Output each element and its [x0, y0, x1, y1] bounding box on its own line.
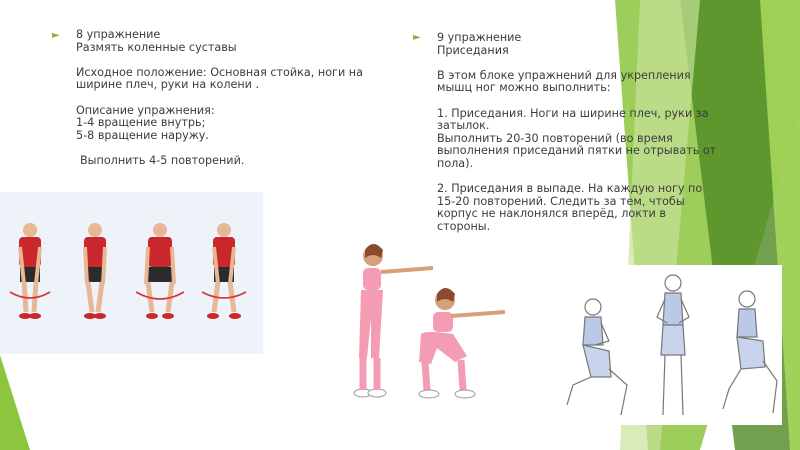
exercise-8-start-position: Исходное положение: Основная стойка, ноги на ширине плеч, руки на колени .	[76, 65, 363, 92]
exercise-8-number: 8 упражнение	[76, 28, 161, 41]
left-bullet-icon: ►	[52, 30, 60, 41]
exercise-9-number: 9 упражнение	[437, 31, 522, 44]
lunge-illustration	[551, 265, 782, 425]
left-text-block	[76, 29, 376, 168]
exercise-8-title: Размять коленные суставы	[76, 40, 237, 54]
exercise-8-step-2: 5-8 вращение наружу.	[76, 128, 209, 142]
right-bullet-icon: ►	[413, 32, 421, 43]
squatting-woman	[419, 288, 505, 398]
exercise-8-step-1: 1-4 вращение внутрь;	[76, 116, 206, 130]
exercise-9-title: Приседания	[437, 43, 509, 57]
exercise-8-repeat: Выполнить 4-5 повторений.	[80, 153, 245, 167]
deco-corner-green	[0, 355, 30, 450]
exercise-9-intro: В этом блоке упражнений для укрепления мышц ног можно выполнить:	[437, 68, 691, 95]
right-text-block	[437, 32, 719, 234]
standing-woman	[354, 244, 433, 397]
squat-illustration	[345, 238, 515, 408]
exercise-9-item-1b: Выполнить 20-30 повторений (во время выполнения приседаний пятки не отрывать от пола).	[437, 131, 717, 170]
exercise-9-item-1a: 1. Приседания. Ноги на ширине плеч, руки за затылок.	[437, 106, 709, 133]
knee-rotation-illustration	[0, 192, 263, 354]
exercise-9-item-2: 2. Приседания в выпаде. На каждую ногу по 15-20 повторений. Следить за тем, чтобы корпус не наклонялся вперёд, локти в стороны.	[437, 182, 703, 233]
exercise-8-description-header: Описание упражнения:	[76, 103, 215, 117]
